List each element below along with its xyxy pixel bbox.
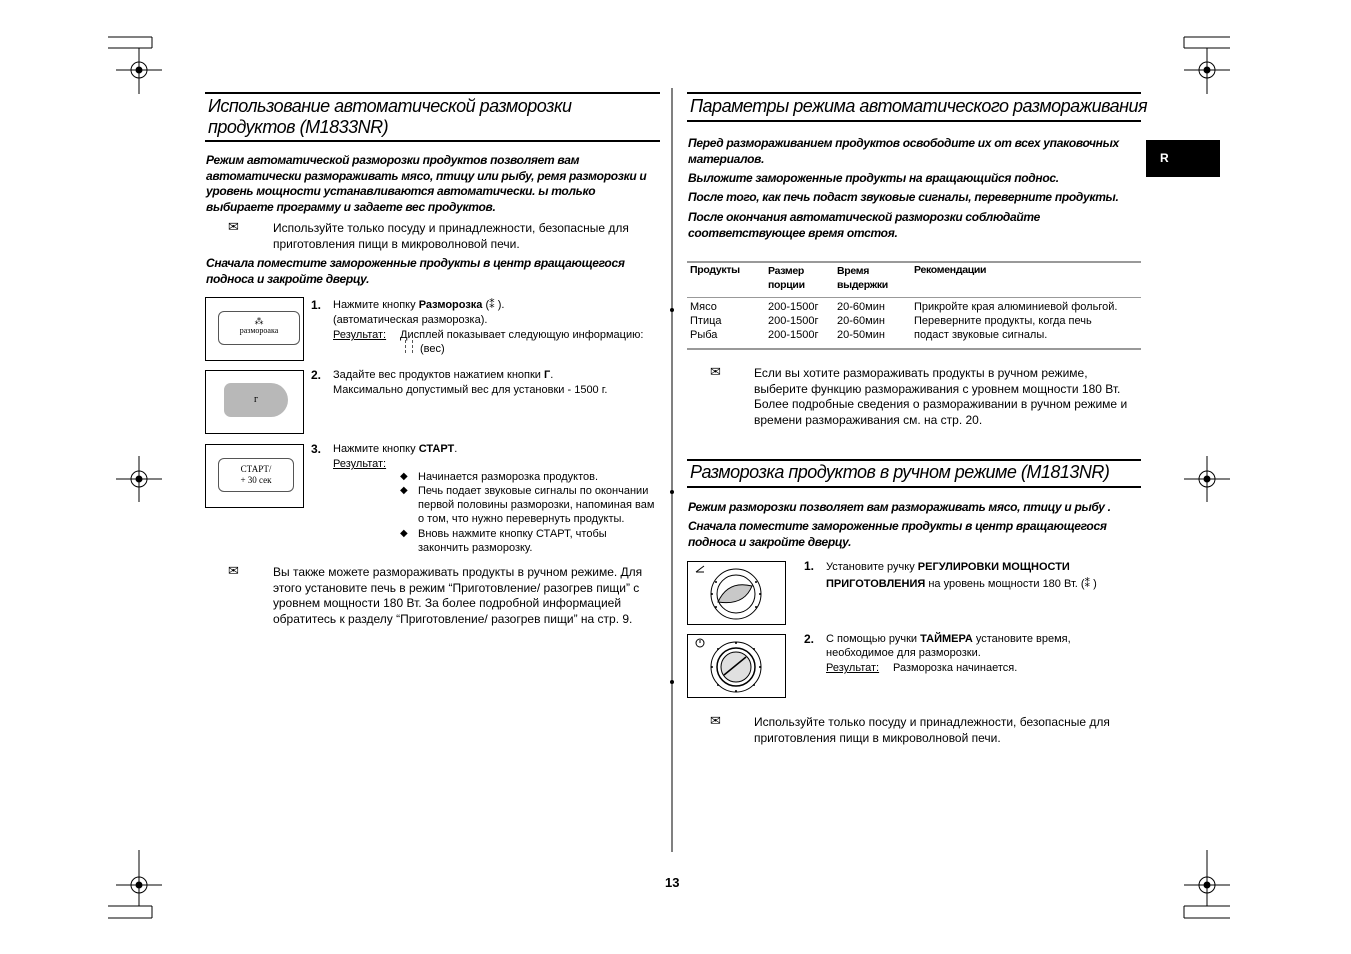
weight-button-panel [205, 370, 304, 434]
page-number: 13 [665, 875, 680, 890]
table-header-portion: Размер порции [768, 265, 805, 291]
defrost-button[interactable] [218, 311, 300, 345]
table-header-time: Время выдержки [837, 265, 888, 291]
bullet-diamond-icon: ◆ [400, 485, 408, 496]
weight-button-label: г [253, 394, 259, 405]
right-title-rule-bottom [687, 120, 1141, 122]
step-2-number: 2. [311, 368, 322, 382]
step-3-bold: СТАРТ [418, 443, 455, 455]
manual-place-food: Сначала поместите замороженные продукты в центр вращающегося подноса и закройте дверцу. [688, 519, 1107, 549]
step-3-bullet-1: Начинается разморозка продуктов. [418, 471, 599, 483]
left-place-food: Сначала поместите замороженные продукты в центр вращающегося подноса и закройте дверцу. [206, 256, 625, 286]
step-1-bold: Разморозка [418, 299, 483, 311]
step-3-bullet-3: Вновь нажмите кнопку СТАРТ, чтобы закончить разморозку. [418, 528, 607, 554]
right-title2-rule-bottom [687, 486, 1141, 488]
left-note-1: Используйте только посуду и принадлежности, безопасные для приготовления пищи в микроволновой печи. [273, 221, 629, 251]
table-header-recommendations: Рекомендации [914, 264, 987, 276]
language-tab [1146, 140, 1220, 177]
manual-step-2-result-label: Результат: [826, 662, 880, 674]
start-button[interactable] [218, 458, 294, 492]
manual-step-1-bold: РЕГУЛИРОВКИ МОЩНОСТИ ПРИГОТОВЛЕНИЯ [826, 561, 1070, 590]
manual-step-2-bold: ТАЙМЕРА [920, 633, 973, 645]
manual-step-1-pre: Установите ручку [826, 561, 915, 573]
table-bottom-rule [687, 348, 1141, 350]
manual-step-2-text [826, 632, 1126, 660]
power-knob-icon[interactable] [688, 562, 785, 624]
right-note-1: Если вы хотите размораживать продукты в ручном режиме, выберите функцию размораживания с уровнем мощности 180 Вт. Более подробные сведения о размораживании в ручном режиме и времени размораживания см. на стр. 20. [754, 366, 1128, 427]
table-cell: подаст звуковые сигналы. [914, 329, 1048, 341]
table-cell: 20-60мин [837, 315, 885, 327]
table-cell: 200-1500г [768, 315, 819, 327]
right-para-4: После окончания автоматической разморозки соблюдайте соответствующее время отстоя. [688, 210, 1040, 240]
step-1-text [333, 298, 663, 312]
step-2-text: Задайте вес продуктов нажатием кнопки Г. [333, 369, 554, 381]
start-button-panel [205, 444, 304, 508]
table-cell: 200-1500г [768, 301, 819, 313]
left-title-rule-bottom [205, 140, 660, 142]
step-1-post: (⁑ ). [485, 299, 505, 311]
table-top-rule [687, 261, 1141, 263]
power-knob-panel [687, 561, 786, 625]
manual-step-2-pre: С помощью ручки [826, 633, 918, 645]
manual-step-2-number: 2. [804, 632, 815, 646]
table-cell: 20-50мин [837, 329, 885, 341]
table-header-products: Продукты [690, 264, 740, 276]
right-section-title: Параметры режима автоматического размораживания [690, 96, 1148, 116]
right-section-title-2: Разморозка продуктов в ручном режиме (M1813NR) [690, 462, 1110, 482]
manual-intro: Режим разморозки позволяет вам размораживать мясо, птицу и рыбу . [688, 500, 1111, 514]
step-3-number: 3. [311, 442, 322, 456]
left-title-rule-top [205, 92, 660, 94]
step-1-sub: (автоматическая разморозка). [333, 314, 488, 326]
right-title-rule-top [687, 92, 1141, 94]
step-1-display-note: (вес) [420, 343, 445, 355]
step-3-result-label: Результат: [333, 458, 387, 470]
note-icon: ✉ [710, 713, 721, 728]
defrost-button-panel [205, 297, 304, 361]
manual-step-2-post: установите время, необходимое для разморозки. [826, 633, 1071, 659]
step-2-pre: Задайте вес продуктов нажатием кнопки [333, 369, 541, 381]
manual-step-2-result-text: Разморозка начинается. [893, 662, 1018, 674]
step-1-pre: Нажмите кнопку [333, 299, 416, 311]
right-para-1: Перед размораживанием продуктов освободите их от всех упаковочных материалов. [688, 136, 1119, 166]
start-button-line2: + 30 сек [240, 475, 272, 485]
table-cell: Прикройте края алюминиевой фольгой. [914, 301, 1118, 313]
table-header-rule [687, 297, 1141, 298]
bullet-diamond-icon: ◆ [400, 528, 408, 539]
display-digit-icon [405, 340, 413, 353]
right-para-3: После того, как печь подаст звуковые сигналы, переверните продукты. [688, 190, 1119, 204]
step-2-line2: Максимально допустимый вес для установки - 1500 г. [333, 384, 608, 396]
manual-step-1-post: на уровень мощности 180 Вт. (⁑ ) [928, 578, 1097, 590]
table-cell: Птица [690, 315, 722, 327]
step-3-bullet-2: Печь подает звуковые сигналы по окончании первой половины разморозки, напоминая вам о том, что нужно перевернуть продукты. [418, 485, 655, 525]
table-cell: 20-60мин [837, 301, 885, 313]
right-note-2: Используйте только посуду и принадлежности, безопасные для приготовления пищи в микроволновой печи. [754, 715, 1110, 745]
timer-knob-panel [687, 634, 786, 698]
note-icon: ✉ [710, 364, 721, 379]
bullet-diamond-icon: ◆ [400, 471, 408, 482]
defrost-button-label: размороака [239, 326, 279, 335]
table-cell: Рыба [690, 329, 718, 341]
weight-button[interactable] [224, 383, 288, 417]
left-note-2: Вы также можете размораживать продукты в ручном режиме. Для этого установите печь в режим “Приготовление/ разогрев пищи” с уровнем мощности 180 Вт. За более подробной информацией обратитесь к разделу “Приготовление/ разогрев пищи” на стр. 9. [273, 565, 643, 626]
manual-step-1-number: 1. [804, 559, 815, 573]
step-1-result-label: Результат: [333, 329, 387, 341]
step-3-pre: Нажмите кнопку [333, 443, 416, 455]
note-icon: ✉ [228, 563, 239, 578]
start-button-line1: СТАРТ/ [240, 464, 272, 474]
table-cell: 200-1500г [768, 329, 819, 341]
step-2-bold: Г [544, 369, 551, 381]
snowflake-icon: ⁂ [254, 316, 264, 326]
manual-step-1-text [826, 559, 1136, 593]
step-1-number: 1. [311, 298, 322, 312]
left-intro: Режим автоматической разморозки продуктов позволяет вам автоматически размораживать мясо, птицу или рыбу, ремя разморозки и уровень мощности устанавливаются автоматически. ы только выбираете программу и задаете вес продуктов. [206, 153, 647, 214]
table-cell: Мясо [690, 301, 717, 313]
table-cell: Переверните продукты, когда печь [914, 315, 1092, 327]
note-icon: ✉ [228, 219, 239, 234]
language-tab-label: R [1160, 151, 1169, 165]
left-section-title: Использование автоматической разморозки продуктов (M1833NR) [208, 96, 572, 137]
right-para-2: Выложите замороженные продукты на вращающийся поднос. [688, 171, 1059, 185]
step-3-text: Нажмите кнопку СТАРТ. [333, 443, 458, 455]
timer-knob-icon[interactable] [688, 635, 785, 697]
right-title2-rule-top [687, 459, 1141, 461]
step-1-result-text: Дисплей показывает следующую информацию: [400, 329, 644, 341]
